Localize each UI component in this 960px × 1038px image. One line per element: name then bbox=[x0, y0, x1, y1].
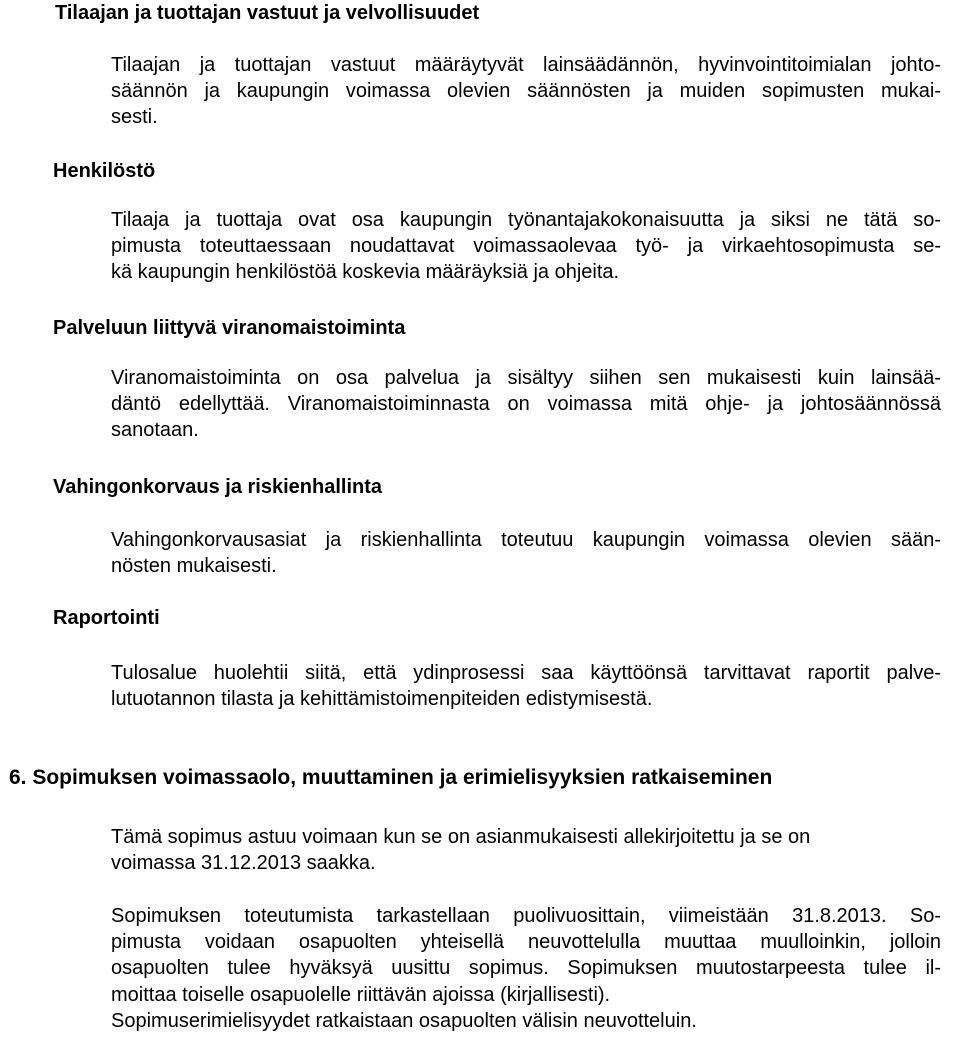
paragraph-line: Sopimuksen toteutumista tarkastellaan puolivuosittain, viimeistään 31.8.2013. So- bbox=[111, 905, 941, 927]
paragraph-line: voimassa 31.12.2013 saakka. bbox=[111, 852, 376, 875]
paragraph-line: Tilaaja ja tuottaja ovat osa kaupungin työnantajakokonaisuutta ja siksi ne tätä so- bbox=[111, 209, 941, 231]
paragraph-validity-period bbox=[111, 824, 941, 876]
paragraph-line: Viranomaistoiminta on osa palvelua ja sisältyy siihen sen mukaisesti kuin lainsää- bbox=[111, 367, 941, 389]
section-heading-authority-activity: Palveluun liittyvä viranomaistoiminta bbox=[53, 317, 406, 339]
section-heading-personnel: Henkilöstö bbox=[53, 160, 156, 182]
paragraph-line: Sopimuserimielisyydet ratkaistaan osapuolten välisin neuvotteluin. bbox=[111, 1009, 697, 1032]
paragraph-line: Tulosalue huolehtii siitä, että ydinprosessi saa käyttöönsä tarvittavat raportit palve- bbox=[111, 662, 941, 684]
paragraph-responsibilities bbox=[111, 52, 941, 131]
paragraph-line: Vahingonkorvausasiat ja riskienhallinta toteutuu kaupungin voimassa olevien sään- bbox=[111, 529, 941, 551]
section-heading-damages-risk: Vahingonkorvaus ja riskienhallinta bbox=[53, 476, 382, 498]
paragraph-damages-risk bbox=[111, 527, 941, 579]
paragraph-line: nösten mukaisesti. bbox=[111, 555, 277, 578]
paragraph-line: lutuotannon tilasta ja kehittämistoimenpiteiden edistymisestä. bbox=[111, 688, 653, 711]
paragraph-line: pimusta toteuttaessaan noudattavat voimassaolevaa työ- ja virkaehtosopimusta se- bbox=[111, 235, 941, 258]
paragraph-line: Tämä sopimus astuu voimaan kun se on asianmukaisesti allekirjoitettu ja se on bbox=[111, 826, 811, 848]
paragraph-line: sesti. bbox=[111, 106, 158, 129]
section-heading-reporting: Raportointi bbox=[53, 607, 160, 629]
section-heading-responsibilities: Tilaajan ja tuottajan vastuut ja velvollisuudet bbox=[55, 2, 480, 24]
paragraph-line: kä kaupungin henkilöstöä koskevia määräyksiä ja ohjeita. bbox=[111, 261, 620, 284]
paragraph-authority-activity bbox=[111, 365, 941, 444]
paragraph-line: däntö edellyttää. Viranomaistoiminnasta on voimassa mitä ohje- ja johtosäännössä bbox=[111, 393, 941, 416]
section-heading-validity: 6. Sopimuksen voimassaolo, muuttaminen ja erimielisyyksien ratkaiseminen bbox=[9, 766, 773, 789]
paragraph-review-and-disputes bbox=[111, 903, 941, 1034]
paragraph-line: moittaa toiselle osapuolelle riittävän ajoissa (kirjallisesti). bbox=[111, 983, 611, 1006]
paragraph-line: osapuolten tulee hyväksyä uusittu sopimus. Sopimuksen muutostarpeesta tulee il- bbox=[111, 957, 941, 980]
paragraph-line: pimusta voidaan osapuolten yhteisellä neuvottelulla muuttaa muulloinkin, jolloin bbox=[111, 931, 941, 954]
paragraph-line: Tilaajan ja tuottajan vastuut määräytyvät lainsäädännön, hyvinvointitoimialan johto- bbox=[111, 54, 941, 76]
paragraph-reporting bbox=[111, 660, 941, 712]
paragraph-personnel bbox=[111, 207, 941, 286]
paragraph-line: sanotaan. bbox=[111, 419, 199, 442]
paragraph-line: säännön ja kaupungin voimassa olevien säännösten ja muiden sopimusten mukai- bbox=[111, 80, 941, 103]
